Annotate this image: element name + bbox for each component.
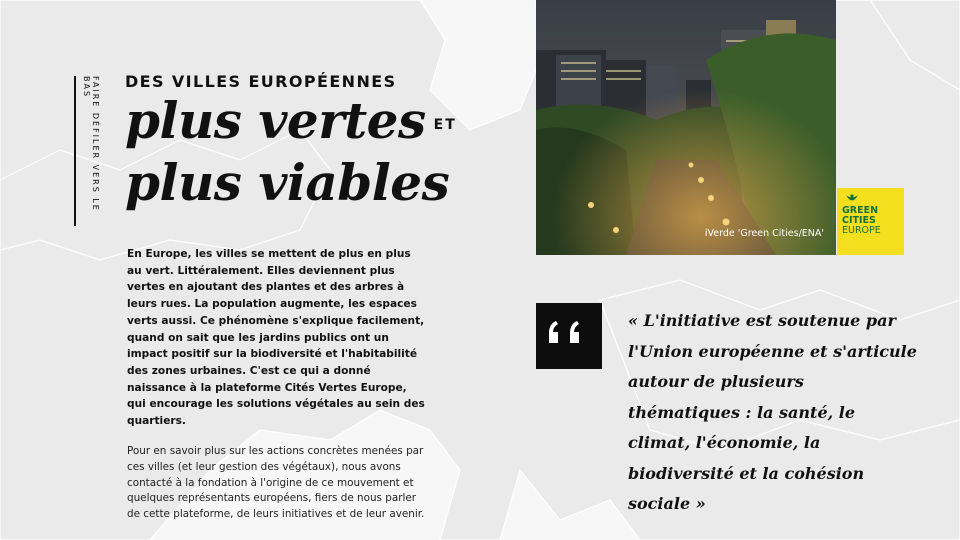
headline-line-1 [125, 93, 457, 153]
scroll-down-hint[interactable]: FAIRE DÉFILER VERS LE BAS [74, 76, 100, 226]
quote-icon [536, 303, 602, 369]
photo-caption: iVerde 'Green Cities/ENA' [704, 228, 824, 239]
logo-text-green: GREEN [842, 205, 879, 216]
pull-quote: « L'initiative est soutenue par l'Union européenne et s'articule autour de plusieurs thématiques : la santé, le climat, l'économie, la biodiversité et la cohésion sociale » [628, 311, 917, 513]
headline-connector: ET [433, 117, 457, 133]
green-cities-europe-logo [837, 188, 904, 255]
leaf-logo-icon [845, 194, 859, 204]
body-paragraph: Pour en savoir plus sur les actions concrètes menées par ces villes (et leur gestion des végétaux), nous avons contacté à la fondation à l'origine de ce mouvement et quelques représentants européens, fiers de nous parler de cette plateforme, de leurs initiatives et de leur avenir. [127, 445, 425, 521]
headline-line-1-text: plus vertes [125, 91, 426, 150]
intro-paragraph: En Europe, les villes se mettent de plus en plus au vert. Littéralement. Elles deviennent plus vertes en ajoutant des plantes et des arbres à leurs rues. La population augmente, les espaces verts aussi. Ce phénomène s'explique facilement, quand on sait que les jardins publics ont un impact positif sur la biodiversité et l'habitabilité des zones urbaines. C'est ce qui a donné naissance à la plateforme Cités Vertes Europe, qui encourage les solutions végétales au sein des quartiers. [127, 248, 425, 428]
logo-text-europe: EUROPE [842, 225, 881, 236]
city-photo [536, 0, 836, 255]
quote-mark-box [536, 303, 602, 369]
headline-kicker: DES VILLES EUROPÉENNES [125, 72, 397, 91]
headline-line-2: plus viables [125, 153, 450, 212]
logo-text-cities: CITIES [842, 215, 876, 226]
